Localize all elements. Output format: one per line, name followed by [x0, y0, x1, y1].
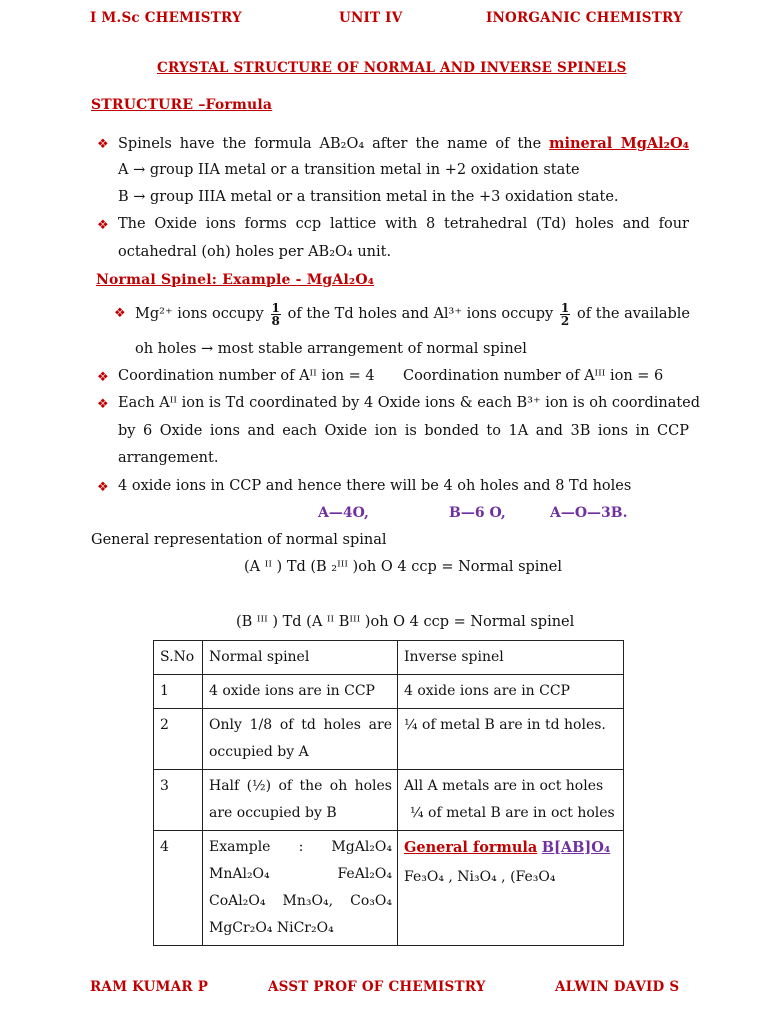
table-cell-normal-examples: [203, 831, 398, 946]
normal-spinel-heading: Normal Spinel: Example - MgAl₂O₄: [96, 272, 375, 288]
table-header-cell: Normal spinel: [203, 641, 398, 675]
example-colon: :: [298, 839, 304, 855]
examples-line: [209, 888, 392, 915]
header-unit: UNIT IV: [339, 10, 403, 26]
page-title: CRYSTAL STRUCTURE OF NORMAL AND INVERSE SPINELS: [157, 60, 627, 76]
normal-bullet-occupancy: [135, 296, 690, 332]
table-row: [154, 831, 624, 946]
table-cell-inverse-examples: [398, 831, 624, 946]
examples-line: [209, 834, 392, 861]
structure-bullet-2-line2: octahedral (oh) holes per AB₂O₄ unit.: [118, 244, 392, 260]
structure-bullet-1: [118, 135, 689, 152]
inverse-spinel-formula: (B ᴵᴵᴵ ) Td (A ᴵᴵ Bᴵᴵᴵ )oh O 4 ccp = Normal spinel: [236, 614, 575, 630]
bond-ratio-o: A—O—3B.: [550, 505, 628, 521]
occupancy-text-3: of the available: [577, 306, 690, 322]
bond-ratio-a: A—4O,: [318, 505, 369, 521]
inverse-examples: Fe₃O₄ , Ni₃O₄ , (Fe₃O₄: [404, 869, 556, 885]
table-cell-line: are occupied by B: [209, 805, 337, 821]
normal-bullet-coordination-line2: by 6 Oxide ions and each Oxide ion is bonded to 1A and 3B ions in CCP: [118, 423, 689, 439]
table-row: [154, 770, 624, 831]
table-cell-line: occupied by A: [209, 744, 309, 760]
fraction-one-eighth: $\frac{1}{8}$: [271, 300, 280, 328]
section-heading: STRUCTURE –Formula: [91, 97, 273, 113]
table-cell-inverse: [398, 770, 624, 831]
occupancy-text-2: of the Td holes and Al³⁺ ions occupy: [287, 306, 554, 322]
table-cell-normal: [203, 709, 398, 770]
occupancy-text-1: Mg²⁺ ions occupy: [135, 306, 264, 322]
header-course: I M.Sc CHEMISTRY: [90, 10, 242, 26]
examples-line: MgCr₂O₄ NiCr₂O₄: [209, 920, 334, 936]
normal-bullet-occupancy-line2: oh holes → most stable arrangement of normal spinel: [135, 341, 527, 357]
general-formula-line: [404, 834, 618, 862]
table-row: [154, 709, 624, 770]
examples-line: [209, 861, 392, 888]
bullet-diamond-icon: ❖: [97, 370, 109, 385]
footer-left: RAM KUMAR P: [90, 979, 209, 995]
example-formula: FeAl₂O₄: [337, 866, 392, 882]
example-formula: MnAl₂O₄: [209, 866, 270, 882]
bullet-diamond-icon: ❖: [97, 397, 109, 412]
table-header-cell: S.No: [154, 641, 203, 675]
normal-bullet-holes: 4 oxide ions in CCP and hence there will be 4 oh holes and 8 Td holes: [118, 478, 632, 494]
table-header-row: [154, 641, 624, 675]
example-formula: Mn₃O₄,: [282, 893, 334, 909]
bond-ratio-b: B—6 O,: [449, 505, 506, 521]
table-cell-normal: 4 oxide ions are in CCP: [203, 675, 398, 709]
table-cell-line: All A metals are in oct holes: [404, 778, 604, 794]
example-formula: MgAl₂O₄: [331, 839, 392, 855]
table-cell-sno: 4: [154, 831, 203, 946]
normal-bullet-coordination-line1: Each Aᴵᴵ ion is Td coordinated by 4 Oxide ions & each B³⁺ ion is oh coordinated: [118, 395, 701, 411]
general-representation-label: General representation of normal spinal: [91, 532, 387, 548]
general-formula-label: General formula: [404, 839, 538, 856]
table-cell-line: Only 1/8 of td holes are: [209, 717, 392, 733]
normal-spinel-formula: (A ᴵᴵ ) Td (B ₂ᴵᴵᴵ )oh O 4 ccp = Normal spinel: [244, 559, 563, 575]
structure-bullet-1-text: Spinels have the formula AB₂O₄ after the name of the: [118, 136, 542, 152]
example-formula: Co₃O₄: [350, 893, 392, 909]
coordination-b: Coordination number of Aᴵᴵᴵ ion = 6: [403, 368, 664, 384]
bullet-diamond-icon: ❖: [114, 306, 126, 321]
table-row: [154, 675, 624, 709]
table-cell-inverse: ¼ of metal B are in td holes.: [398, 709, 624, 770]
structure-a-line: A → group IIA metal or a transition metal in +2 oxidation state: [118, 162, 580, 178]
normal-bullet-coordination-line3: arrangement.: [118, 450, 219, 466]
mineral-formula: mineral MgAl₂O₄: [549, 135, 689, 152]
fraction-one-half: $\frac{1}{2}$: [560, 300, 570, 328]
table-cell-line: Half (½) of the oh holes: [209, 778, 392, 794]
bullet-diamond-icon: ❖: [97, 137, 109, 152]
table-cell-sno: 3: [154, 770, 203, 831]
example-formula: CoAl₂O₄: [209, 893, 266, 909]
coordination-a: Coordination number of Aᴵᴵ ion = 4: [118, 368, 375, 384]
table-cell-sno: 2: [154, 709, 203, 770]
header-subject: INORGANIC CHEMISTRY: [486, 10, 683, 26]
example-label: Example: [209, 839, 271, 855]
table-cell-sno: 1: [154, 675, 203, 709]
table-cell-line: ¼ of metal B are in oct holes: [410, 805, 615, 821]
table-header-cell: Inverse spinel: [398, 641, 624, 675]
general-formula-value: B[AB]O₄: [541, 839, 611, 856]
structure-b-line: B → group IIIA metal or a transition metal in the +3 oxidation state.: [118, 189, 619, 205]
footer-right: ALWIN DAVID S: [555, 979, 680, 995]
table-cell-normal: [203, 770, 398, 831]
table-cell-inverse: 4 oxide ions are in CCP: [398, 675, 624, 709]
spinel-comparison-table: [153, 640, 624, 946]
structure-bullet-2-line1: The Oxide ions forms ccp lattice with 8 tetrahedral (Td) holes and four: [118, 216, 689, 232]
footer-center: ASST PROF OF CHEMISTRY: [268, 979, 486, 995]
bullet-diamond-icon: ❖: [97, 480, 109, 495]
bullet-diamond-icon: ❖: [97, 218, 109, 233]
